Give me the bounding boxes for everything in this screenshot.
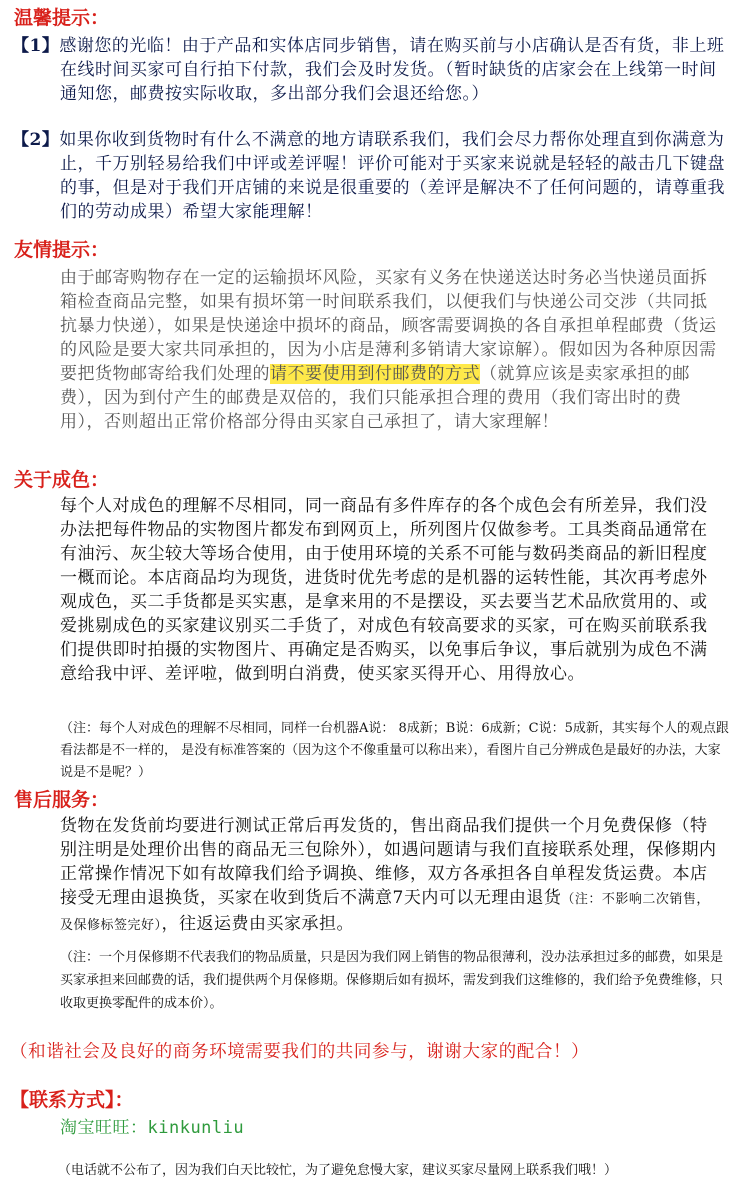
friendly-text-before: 由于邮寄购物存在一定的运输损坏风险，买家有义务在快递送达时务必当快递员面拆箱检查商品完整，如果有损坏第一时间联系我们，以便我们与快递公司交涉（共同抵抗暴力快递），如果是快递途中损坏的商品，顾客需要调换的各自承担单程邮费（货运的风险是要大家共同承担的，因为小店是薄利多销请大家谅解）。假如因为各种原因需要把货物邮寄给我们处理的 bbox=[60, 268, 717, 384]
wangwang-id-link[interactable]: kinkunliu bbox=[147, 1118, 245, 1138]
slogan-text: （和谐社会及良好的商务环境需要我们的共同参与，谢谢大家的配合！） bbox=[10, 1042, 590, 1062]
aftersales-heading: 售后服务： bbox=[14, 789, 110, 811]
friendly-text-after: （就算应该是卖家承担的邮费），因为到付产生的邮费是双倍的，我们只能承担合理的费用（我们寄出时的费用），否则超出正常价格部分得由买家自己承担了，请大家理解！ bbox=[60, 364, 690, 432]
aftersales-paragraph bbox=[60, 814, 722, 938]
wangwang-label: 淘宝旺旺： bbox=[60, 1118, 148, 1138]
notice-item-1-tag: 【1】 bbox=[12, 36, 60, 56]
wangwang-line bbox=[60, 1116, 244, 1140]
condition-note: （注：每个人对成色的理解不尽相同，同样一台机器A说： 8成新；B说：6成新；C说：5成新，其实每个人的观点跟看法都是不一样的， 是没有标准答案的（因为这个不像重量可以称出来），看图片自己分辨成色是最好的办法，大家说是不是呢？） bbox=[60, 721, 729, 780]
contact-heading: 【联系方式】： bbox=[10, 1089, 134, 1111]
aftersales-text: 货物在发货前均要进行测试正常后再发货的，售出商品我们提供一个月免费保修（特别注明是处理价出售的商品无三包除外），如遇问题请与我们直接联系处理，保修期内正常操作情况下如有故障我们给予调换、维修，双方各承担各自单程发货运费。本店接受无理由退换货，买家在收到货后不满意7天内可以无理由退货 bbox=[60, 816, 717, 908]
aftersales-text-end: ，往返运费由买家承担。 bbox=[161, 914, 355, 934]
friendly-heading: 友情提示： bbox=[14, 239, 110, 261]
condition-heading: 关于成色： bbox=[14, 469, 110, 491]
contact-note: （电话就不公布了，因为我们白天比较忙，为了避免怠慢大家，建议买家尽量网上联系我们哦！） bbox=[58, 1163, 618, 1178]
no-cod-shipping-highlight: 请不要使用到付邮费的方式 bbox=[270, 364, 480, 384]
friendly-paragraph bbox=[60, 266, 722, 434]
notice-item-2-text: 如果你收到货物时有什么不满意的地方请联系我们，我们会尽力帮你处理直到你满意为止，千万别轻易给我们中评或差评喔！评价可能对于买家来说就是轻轻的敲击几下键盘的事，但是对于我们开店铺的来说是很重要的（差评是解决不了任何问题的，请尊重我们的劳动成果）希望大家能理解！ bbox=[59, 130, 725, 222]
notice-item-1-text: 感谢您的光临！由于产品和实体店同步销售，请在购买前与小店确认是否有货，非上班在线时间买家可自行拍下付款，我们会及时发货。（暂时缺货的店家会在上线第一时间通知您，邮费按实际收取，多出部分我们会退还给您。） bbox=[59, 36, 725, 104]
aftersales-inline-note: （注：不影响二次销售，及保修标签完好） bbox=[60, 892, 710, 933]
condition-paragraph: 每个人对成色的理解不尽相同，同一商品有多件库存的各个成色会有所差异，我们没办法把每件物品的实物图片都发布到网页上，所列图片仅做参考。工具类商品通常在有油污、灰尘较大等场合使用，由于使用环境的关系不可能与数码类商品的新旧程度一概而论。本店商品均为现货，进货时优先考虑的是机器的运转性能，其次再考虑外观成色，买二手货都是买实惠，是拿来用的不是摆设，买去要当艺术品欣赏用的、或爱挑剔成色的买家建议别买二手货了，对成色有较高要求的买家，可在购买前联系我们提供即时拍摄的实物图片、再确定是否购买，以免事后争议，事后就别为成色不满意给我中评、差评啦，做到明白消费，使买家买得开心、用得放心。 bbox=[60, 496, 708, 684]
aftersales-note: （注：一个月保修期不代表我们的物品质量，只是因为我们网上销售的物品很薄利，没办法承担过多的邮费，如果是买家承担来回邮费的话，我们提供两个月保修期。保修期后如有损坏，需发到我们这维修的，我们给予免费维修，只收取更换零配件的成本价）。 bbox=[60, 950, 724, 1011]
notice-heading: 温馨提示： bbox=[14, 7, 110, 29]
notice-item-1 bbox=[10, 34, 732, 106]
notice-item-2-tag: 【2】 bbox=[12, 130, 60, 150]
notice-item-2 bbox=[10, 128, 732, 224]
